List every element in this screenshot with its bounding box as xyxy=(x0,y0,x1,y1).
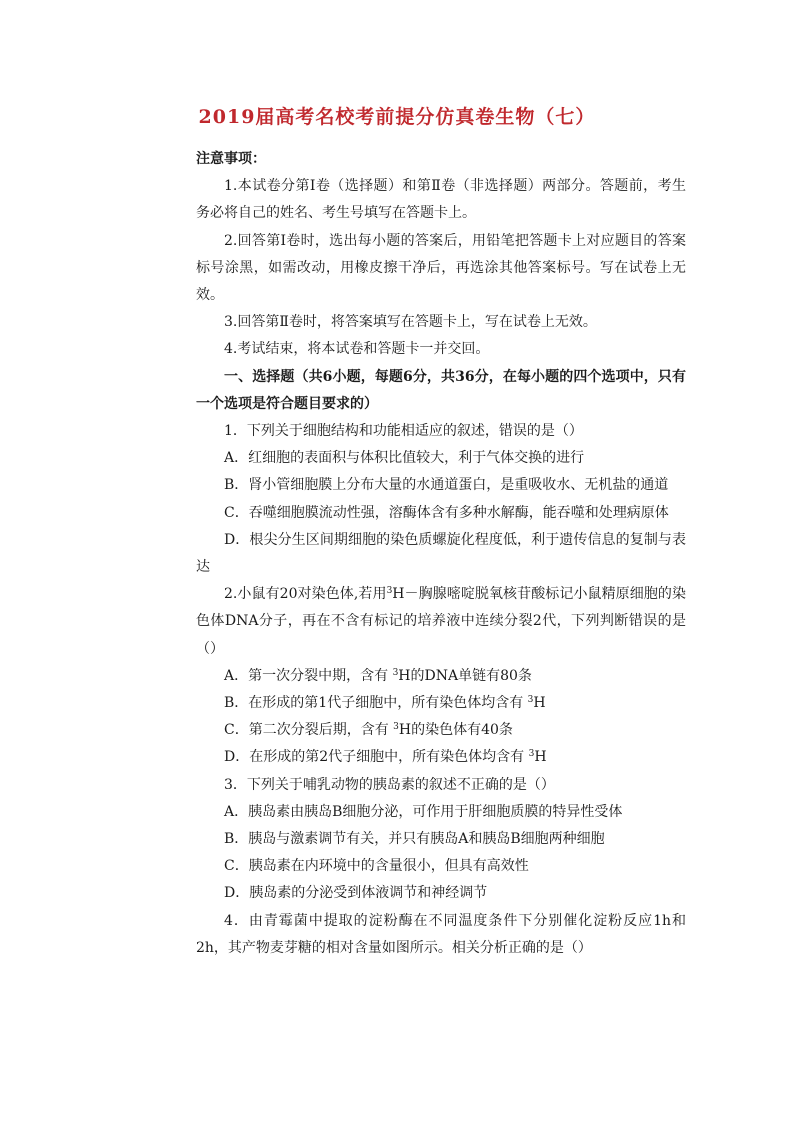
question-option: A．红细胞的表面积与体积比值较大，利于气体交换的进行 xyxy=(224,450,585,467)
question-stem: 4．由青霉菌中提取的淀粉酶在不同温度条件下分别催化淀粉反应1h和2h，其产物麦芽糖的相对含量如图所示。相关分析正确的是（） xyxy=(196,912,686,956)
question-option: B．肾小管细胞膜上分布大量的水通道蛋白，是重吸收水、无机盐的通道 xyxy=(224,477,669,494)
notice-heading: 注意事项： xyxy=(196,151,266,167)
question-option: C．吞噬细胞膜流动性强，溶酶体含有多种水解酶，能吞噬和处理病原体 xyxy=(224,504,669,521)
question-option: B．在形成的第1代子细胞中，所有染色体均含有 $^3$H xyxy=(224,695,546,712)
section-heading: 一、选择题（共6小题，每题6分，共36分，在每小题的四个选项中，只有一个选项是符合题目要求的） xyxy=(196,368,686,412)
exam-content xyxy=(196,146,686,962)
notice-item: 4.考试结束，将本试卷和答题卡一并交回。 xyxy=(224,341,490,358)
question-option: D．胰岛素的分泌受到体液调节和神经调节 xyxy=(224,885,488,902)
question-option: A．第一次分裂中期，含有 $^3$H的DNA单链有80条 xyxy=(224,667,532,684)
question-option: B．胰岛与激素调节有关，并只有胰岛A和胰岛B细胞两种细胞 xyxy=(224,831,605,848)
question-option: A．胰岛素由胰岛B细胞分泌，可作用于肝细胞质膜的特异性受体 xyxy=(224,803,623,820)
question-stem: 2.小鼠有20对染色体,若用$^3$H－胸腺嘧啶脱氧核苷酸标记小鼠精原细胞的染色体DNA分子，再在不含有标记的培养液中连续分裂2代，下列判断错误的是（） xyxy=(196,586,686,657)
question-option: D．在形成的第2代子细胞中，所有染色体均含有 $^3$H xyxy=(224,749,547,766)
notice-item: 3.回答第Ⅱ卷时，将答案填写在答题卡上，写在试卷上无效。 xyxy=(224,314,597,331)
question-option: C．胰岛素在内环境中的含量很小，但具有高效性 xyxy=(224,858,529,875)
exam-title: 2019届高考名校考前提分仿真卷生物（七） xyxy=(198,106,596,128)
question-option: D．根尖分生区间期细胞的染色质螺旋化程度低，利于遗传信息的复制与表达 xyxy=(196,531,686,576)
question-stem: 1．下列关于细胞结构和功能相适应的叙述，错误的是（） xyxy=(224,423,583,440)
question-stem: 3．下列关于哺乳动物的胰岛素的叙述不正确的是（） xyxy=(224,776,555,793)
question-option: C．第二次分裂后期，含有 $^3$H的染色体有40条 xyxy=(224,722,513,739)
notice-item: 2.回答第Ⅰ卷时，选出每小题的答案后，用铅笔把答题卡上对应题目的答案标号涂黑，如需改动，用橡皮擦干净后，再选涂其他答案标号。写在试卷上无效。 xyxy=(196,232,686,304)
notice-item: 1.本试卷分第Ⅰ卷（选择题）和第Ⅱ卷（非选择题）两部分。答题前，考生务必将自己的姓名、考生号填写在答题卡上。 xyxy=(196,178,686,222)
